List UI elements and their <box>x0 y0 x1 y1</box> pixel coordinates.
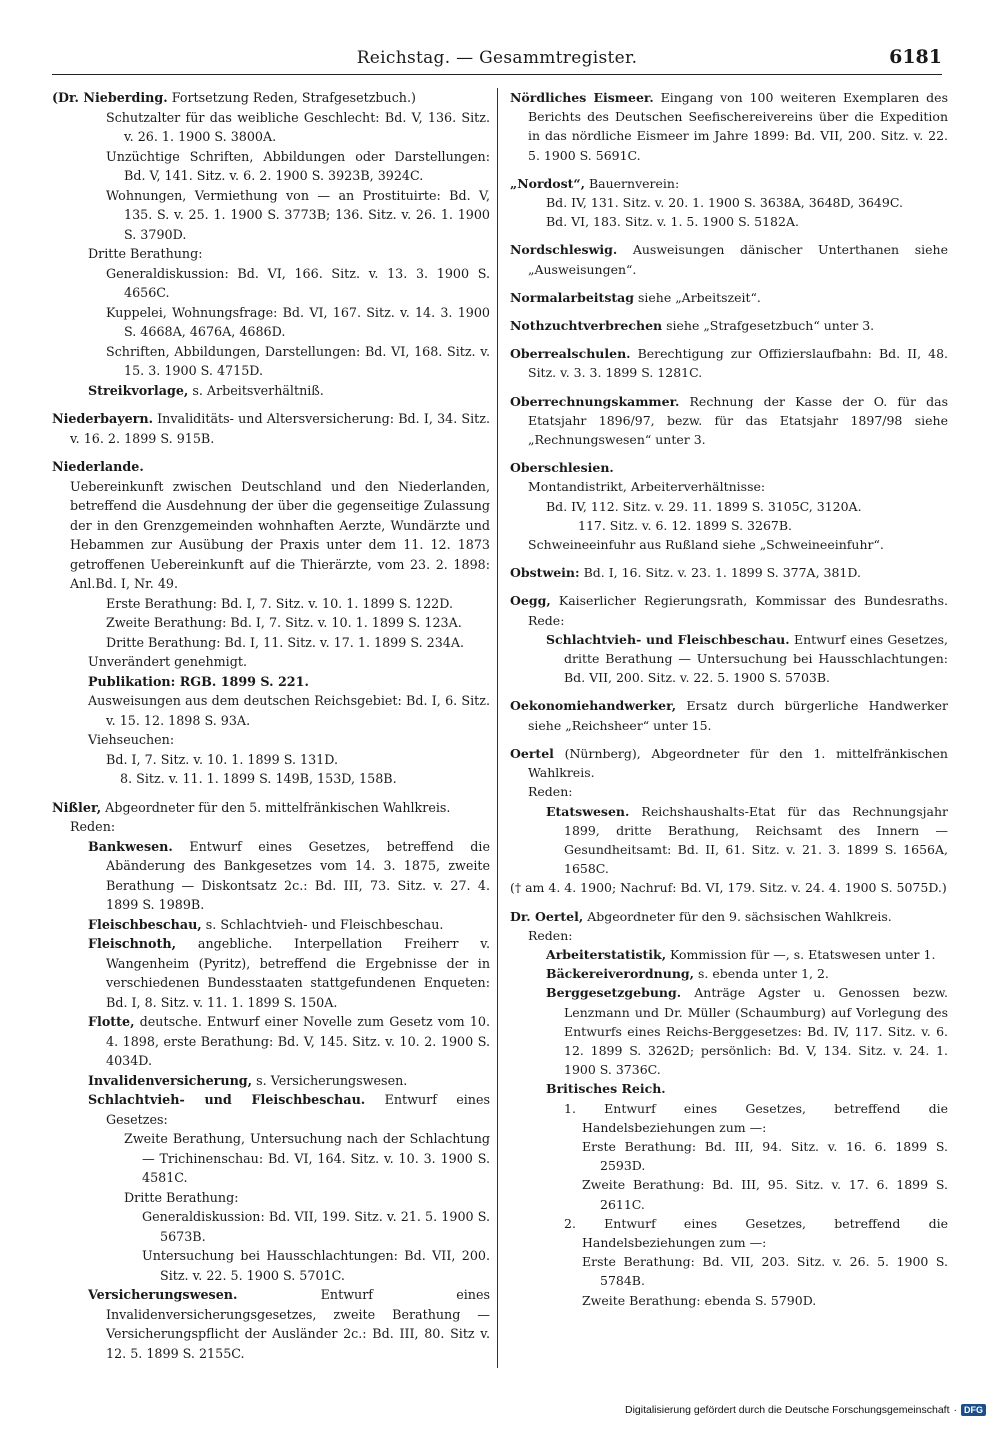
entry-line <box>52 817 490 837</box>
entry-headword: Nißler, <box>52 799 102 815</box>
entry-line <box>52 633 490 653</box>
entry-text: Reden: <box>528 784 573 800</box>
entry-line <box>510 563 948 582</box>
entry-line <box>510 193 948 212</box>
entry-line <box>52 915 490 935</box>
entry-headword: Invalidenversicherung, <box>88 1072 253 1088</box>
entry-line <box>52 672 490 692</box>
entry-text: Eingang von 100 weiteren Exemplaren des Berichts des Deutschen Seefischereivereins über die Expedition in das nördliche Eismeer im Jahre 1899: Bd. VII, 200. Sitz. v. 22. 5. 1900 S. 5691C. <box>528 90 948 163</box>
entry-text: Dritte Berathung: <box>124 1189 239 1205</box>
entry-line <box>510 878 948 897</box>
entry-line <box>510 907 948 926</box>
entry-headword: Publikation: RGB. 1899 S. 221. <box>88 673 309 689</box>
index-entry <box>510 174 948 232</box>
entry-text: Generaldiskussion: Bd. VII, 199. Sitz. v. 21. 5. 1900 S. 5673B. <box>142 1209 490 1244</box>
entry-text: Schutzalter für das weibliche Geschlecht: Bd. V, 136. Sitz. v. 26. 1. 1900 S. 3800A. <box>106 109 490 144</box>
entry-text: Zweite Berathung: Bd. III, 95. Sitz. v. 17. 6. 1899 S. 2611C. <box>582 1177 948 1212</box>
left-column <box>52 88 490 1372</box>
entry-line <box>510 696 948 734</box>
entry-text: Bd. IV, 112. Sitz. v. 29. 11. 1899 S. 3105C, 3120A. <box>546 498 862 514</box>
entry-line <box>510 591 948 629</box>
entry-text: Wohnungen, Vermiethung von — an Prostituirte: Bd. V, 135. S. v. 25. 1. 1900 S. 3773B; 136. Sitz. v. 26. 1. 1900 S. 3790D. <box>106 187 490 242</box>
entry-headword: Normalarbeitstag <box>510 289 634 305</box>
entry-line <box>52 147 490 186</box>
entry-line <box>52 108 490 147</box>
index-entry <box>510 344 948 382</box>
entry-line <box>510 945 948 964</box>
entry-headword: Arbeiterstatistik, <box>546 946 667 962</box>
entry-line <box>510 174 948 193</box>
entry-line <box>52 750 490 770</box>
entry-line <box>510 212 948 231</box>
entry-headword: Versicherungswesen. <box>88 1287 238 1302</box>
entry-line <box>52 1071 490 1091</box>
entry-text: siehe „Arbeitszeit“. <box>633 289 761 305</box>
index-entry <box>510 240 948 278</box>
entry-line <box>510 1291 948 1310</box>
entry-text: s. Arbeitsverhältniß. <box>188 382 324 398</box>
entry-text: Entwurf eines Gesetzes: <box>106 1092 490 1127</box>
index-entry <box>510 907 948 1310</box>
entry-line <box>52 1129 490 1188</box>
entry-text: Dritte Berathung: <box>88 246 203 261</box>
entry-line <box>510 782 948 801</box>
index-entry <box>510 591 948 687</box>
entry-text: Schriften, Abbildungen, Darstellungen: Bd. VI, 168. Sitz. v. 15. 3. 1900 S. 4715D. <box>106 343 490 378</box>
entry-line <box>52 613 490 633</box>
footer-credit <box>625 1404 986 1416</box>
entry-line <box>510 516 948 535</box>
entry-text: Fortsetzung Reden, Strafgesetzbuch.) <box>167 90 416 105</box>
entry-text: Kaiserlicher Regierungsrath, Kommissar des Bundesraths. Rede: <box>528 593 948 628</box>
entry-text: 117. Sitz. v. 6. 12. 1899 S. 3267B. <box>578 517 793 533</box>
entry-text: Untersuchung bei Hausschlachtungen: Bd. VII, 200. Sitz. v. 22. 5. 1900 S. 5701C. <box>142 1248 490 1283</box>
entry-line <box>510 344 948 382</box>
entry-line <box>52 88 490 108</box>
entry-line <box>52 798 490 818</box>
entry-text: 2. Entwurf eines Gesetzes, betreffend die Handelsbeziehungen zum —: <box>564 1215 948 1250</box>
index-entry <box>510 288 948 307</box>
entry-line <box>52 652 490 672</box>
entry-headword: Nordschleswig. <box>510 242 618 258</box>
entry-text: Erste Berathung: Bd. III, 94. Sitz. v. 16. 6. 1899 S. 2593D. <box>582 1138 948 1174</box>
entry-line <box>52 1246 490 1285</box>
entry-line <box>510 630 948 688</box>
footer-text: Digitalisierung gefördert durch die Deutsche Forschungsgemeinschaft <box>624 1404 950 1416</box>
entry-text: Berechtigung zur Offizierslaufbahn: Bd. II, 48. Sitz. v. 3. 3. 1899 S. 1281C. <box>528 346 948 381</box>
entry-text: Abgeordneter für den 5. mittelfränkischen Wahlkreis. <box>101 799 451 815</box>
entry-text: Bd. I, 16. Sitz. v. 23. 1. 1899 S. 377A, 381D. <box>579 565 861 581</box>
entry-headword: Britisches Reich. <box>546 1081 666 1097</box>
entry-headword: Obstwein: <box>510 565 580 581</box>
entry-text: s. Versicherungswesen. <box>252 1072 408 1088</box>
entry-text: Anträge Agster u. Genossen bezw. Lenzmann und Dr. Müller (Schaumburg) auf Vorlegung des Entwurfs eines Reichs-Berggesetzes: Bd. IV, 117. Sitz. v. 6. 12. 1899 S. 3262D; persönlich: Bd. V, 134. Sitz. v. 24. 1. 1900 S. 3736C. <box>564 985 948 1078</box>
entry-text: Bd. I, 7. Sitz. v. 10. 1. 1899 S. 131D. <box>106 751 338 767</box>
entry-headword: Oberschlesien. <box>510 460 614 476</box>
entry-text: 1. Entwurf eines Gesetzes, betreffend die Handelsbeziehungen zum —: <box>564 1100 948 1135</box>
running-title: Reichstag. — Gesammtregister. <box>356 48 638 68</box>
entry-text: Entwurf eines Invalidenversicherungsgesetzes, zweite Berathung — Versicherungspflicht der Ausländer 2c.: Bd. III, 80. Sitz v. 12. 5. 1899 S. 2155C. <box>106 1287 490 1361</box>
entry-line <box>510 240 948 278</box>
entry-text: Zweite Berathung: ebenda S. 5790D. <box>582 1292 817 1308</box>
entry-text: s. ebenda unter 1, 2. <box>694 966 829 982</box>
entry-headword: Nothzuchtverbrechen <box>510 318 663 334</box>
entry-text: Bd. IV, 131. Sitz. v. 20. 1. 1900 S. 3638A, 3648D, 3649C. <box>546 195 903 211</box>
entry-text: Ersatz durch bürgerliche Handwerker siehe „Reichsheer“ unter 15. <box>528 698 948 733</box>
entry-headword: Nördliches Eismeer. <box>510 90 654 105</box>
entry-line <box>52 594 490 614</box>
entry-headword: Oertel <box>510 745 554 761</box>
index-entry <box>52 88 490 400</box>
entry-headword: Schlachtvieh- und Fleischbeschau. <box>546 631 790 647</box>
dfg-logo: DFG <box>961 1404 986 1416</box>
entry-line <box>510 392 948 450</box>
entry-headword: Bäckereiverordnung, <box>546 966 694 982</box>
entry-line <box>52 477 490 594</box>
right-column <box>510 88 948 1319</box>
entry-text: 8. Sitz. v. 11. 1. 1899 S. 149B, 153D, 158B. <box>120 771 397 786</box>
entry-text: s. Schlachtvieh- und Fleischbeschau. <box>201 916 444 932</box>
entry-line <box>510 458 948 477</box>
entry-line <box>52 409 490 448</box>
entry-headword: Dr. Oertel, <box>510 908 584 924</box>
entry-headword: Oberrealschulen. <box>510 346 631 362</box>
entry-line <box>510 1214 948 1252</box>
entry-text: Rechnung der Kasse der O. für das Etatsjahr 1896/97, bezw. für das Etatsjahr 1897/98 siehe „Rechnungswesen“ unter 3. <box>528 393 948 448</box>
entry-line <box>510 926 948 945</box>
entry-line <box>52 342 490 381</box>
entry-text: Abgeordneter für den 9. sächsischen Wahlkreis. <box>583 908 892 924</box>
entry-text: Viehseuchen: <box>88 732 175 747</box>
entry-line <box>52 1285 490 1363</box>
entry-text: Entwurf eines Gesetzes, betreffend die Abänderung des Bankgesetzes vom 14. 3. 1875, zweite Berathung — Diskontsatz 2c.: Bd. III, 73. Sitz. v. 27. 4. 1899 S. 1989B. <box>106 838 490 912</box>
entry-text: (Nürnberg), Abgeordneter für den 1. mittelfränkischen Wahlkreis. <box>528 745 948 781</box>
entry-headword: Flotte, <box>88 1014 135 1029</box>
page-number: 6181 <box>889 46 942 68</box>
entry-line <box>52 769 490 789</box>
entry-line <box>510 88 948 165</box>
index-entry <box>52 409 490 448</box>
entry-text: Invaliditäts- und Altersversicherung: Bd. I, 34. Sitz. v. 16. 2. 1899 S. 915B. <box>70 411 490 446</box>
entry-text: Uebereinkunft zwischen Deutschland und den Niederlanden, betreffend die Ausdehnung der über die gegenseitige Zulassung der in den Grenzgemeinden wohnhaften Aerzte, Wundärzte und Hebammen zur Ausübung der Praxis unter dem 11. 12. 1873 getroffenen Uebereinkunft auf die Thierärzte, vom 23. 2. 1898: Anl.Bd. I, Nr. 49. <box>70 478 490 591</box>
entry-text: Zweite Berathung, Untersuchung nach der Schlachtung — Trichinenschau: Bd. VI, 164. Sitz. v. 10. 3. 1900 S. 4581C. <box>124 1131 490 1185</box>
entry-text: siehe „Strafgesetzbuch“ unter 3. <box>662 318 875 334</box>
entry-text: Kuppelei, Wohnungsfrage: Bd. VI, 167. Sitz. v. 14. 3. 1900 S. 4668A, 4676A, 4686D. <box>106 304 490 339</box>
entry-line <box>52 691 490 730</box>
entry-headword: „Nordost“, <box>510 175 585 191</box>
entry-text: angebliche. Interpellation Freiherr v. Wangenheim (Pyritz), betreffend die Ergebnisse der in verschiedenen Bundesstaaten stattgefundenen Enqueten: Bd. I, 8. Sitz. v. 11. 1. 1899 S. 150A. <box>106 936 490 1010</box>
page-header <box>52 46 942 75</box>
entry-line <box>52 1012 490 1071</box>
entry-line <box>510 1079 948 1098</box>
entry-line <box>52 1188 490 1208</box>
index-entry <box>510 458 948 554</box>
entry-line <box>510 535 948 554</box>
index-entry <box>510 744 948 898</box>
entry-text: Bd. VI, 183. Sitz. v. 1. 5. 1900 S. 5182A. <box>546 214 799 230</box>
entry-text: Reden: <box>528 927 573 943</box>
entry-headword: (Dr. Nieberding. <box>52 90 168 105</box>
entry-text: Ausweisungen aus dem deutschen Reichsgebiet: Bd. I, 6. Sitz. v. 15. 12. 1898 S. 93A. <box>88 693 490 728</box>
entry-text: Bauernverein: <box>584 175 680 191</box>
index-entry <box>510 392 948 450</box>
entry-text: Zweite Berathung: Bd. I, 7. Sitz. v. 10. 1. 1899 S. 123A. <box>106 615 462 630</box>
entry-text: Entwurf eines Gesetzes, dritte Berathung — Untersuchung bei Hausschlachtungen: Bd. VII, 200. Sitz. v. 22. 5. 1900 S. 5703B. <box>564 631 948 686</box>
entry-line <box>510 802 948 879</box>
entry-text: Kommission für —, s. Etatswesen unter 1. <box>666 946 936 962</box>
entry-line <box>52 186 490 245</box>
entry-line <box>510 744 948 782</box>
entry-headword: Niederlande. <box>52 459 144 474</box>
entry-headword: Fleischbeschau, <box>88 916 202 932</box>
entry-headword: Schlachtvieh- und Fleischbeschau. <box>88 1092 366 1107</box>
index-entry <box>510 696 948 734</box>
entry-headword: Fleischnoth, <box>88 936 177 951</box>
entry-text: Ausweisungen dänischer Unterthanen siehe „Ausweisungen“. <box>528 242 948 277</box>
entry-line <box>510 983 948 1079</box>
entry-line <box>52 837 490 915</box>
entry-line <box>52 730 490 750</box>
entry-text: deutsche. Entwurf einer Novelle zum Gesetz vom 10. 4. 1898, erste Berathung: Bd. V, 145. Sitz. v. 10. 2. 1900 S. 4034D. <box>106 1014 490 1068</box>
index-entry <box>52 798 490 1364</box>
column-divider <box>497 88 498 1368</box>
index-entry <box>510 563 948 582</box>
index-entry <box>510 88 948 165</box>
index-entry <box>510 316 948 335</box>
entry-text: († am 4. 4. 1900; Nachruf: Bd. VI, 179. Sitz. v. 24. 4. 1900 S. 5075D.) <box>510 880 947 896</box>
index-entry <box>52 457 490 789</box>
entry-text: Erste Berathung: Bd. I, 7. Sitz. v. 10. 1. 1899 S. 122D. <box>106 595 453 611</box>
entry-line <box>52 457 490 477</box>
entry-text: Schweineeinfuhr aus Rußland siehe „Schweineeinfuhr“. <box>528 537 884 553</box>
footer-separator: · <box>953 1404 957 1416</box>
entry-text: Erste Berathung: Bd. VII, 203. Sitz. v. 26. 5. 1900 S. 5784B. <box>582 1254 948 1289</box>
entry-headword: Oekonomiehandwerker, <box>510 698 677 714</box>
entry-headword: Oegg, <box>510 593 551 609</box>
entry-text: Generaldiskussion: Bd. VI, 166. Sitz. v. 13. 3. 1900 S. 4656C. <box>106 265 490 300</box>
entry-text: Montandistrikt, Arbeiterverhältnisse: <box>528 479 766 495</box>
entry-line <box>510 964 948 983</box>
entry-line <box>510 497 948 516</box>
entry-text: Unzüchtige Schriften, Abbildungen oder Darstellungen: Bd. V, 141. Sitz. v. 6. 2. 1900 S. 3923B, 3924C. <box>106 148 490 183</box>
entry-line <box>510 1175 948 1213</box>
entry-headword: Bankwesen. <box>88 838 173 854</box>
entry-line <box>52 934 490 1012</box>
entry-headword: Streikvorlage, <box>88 382 189 398</box>
entry-line <box>510 477 948 496</box>
entry-text: Reden: <box>70 819 116 834</box>
entry-line <box>510 316 948 335</box>
entry-line <box>510 1099 948 1137</box>
entry-headword: Oberrechnungskammer. <box>510 393 680 409</box>
entry-line <box>510 1252 948 1290</box>
entry-line <box>52 303 490 342</box>
entry-line <box>52 1090 490 1129</box>
entry-line <box>52 244 490 264</box>
entry-text: Dritte Berathung: Bd. I, 11. Sitz. v. 17. 1. 1899 S. 234A. <box>106 634 465 650</box>
entry-line <box>52 1207 490 1246</box>
entry-headword: Etatswesen. <box>546 803 630 819</box>
entry-text: Unverändert genehmigt. <box>88 654 247 669</box>
entry-line <box>52 381 490 401</box>
entry-headword: Berggesetzgebung. <box>546 985 682 1001</box>
entry-line <box>510 288 948 307</box>
entry-headword: Niederbayern. <box>52 411 153 426</box>
entry-line <box>52 264 490 303</box>
entry-text: Reichshaushalts-Etat für das Rechnungsjahr 1899, dritte Berathung, Reichsamt des Innern — Gesundheitsamt: Bd. II, 61. Sitz. v. 21. 3. 1899 S. 1656A, 1658C. <box>564 803 948 877</box>
entry-line <box>510 1137 948 1175</box>
